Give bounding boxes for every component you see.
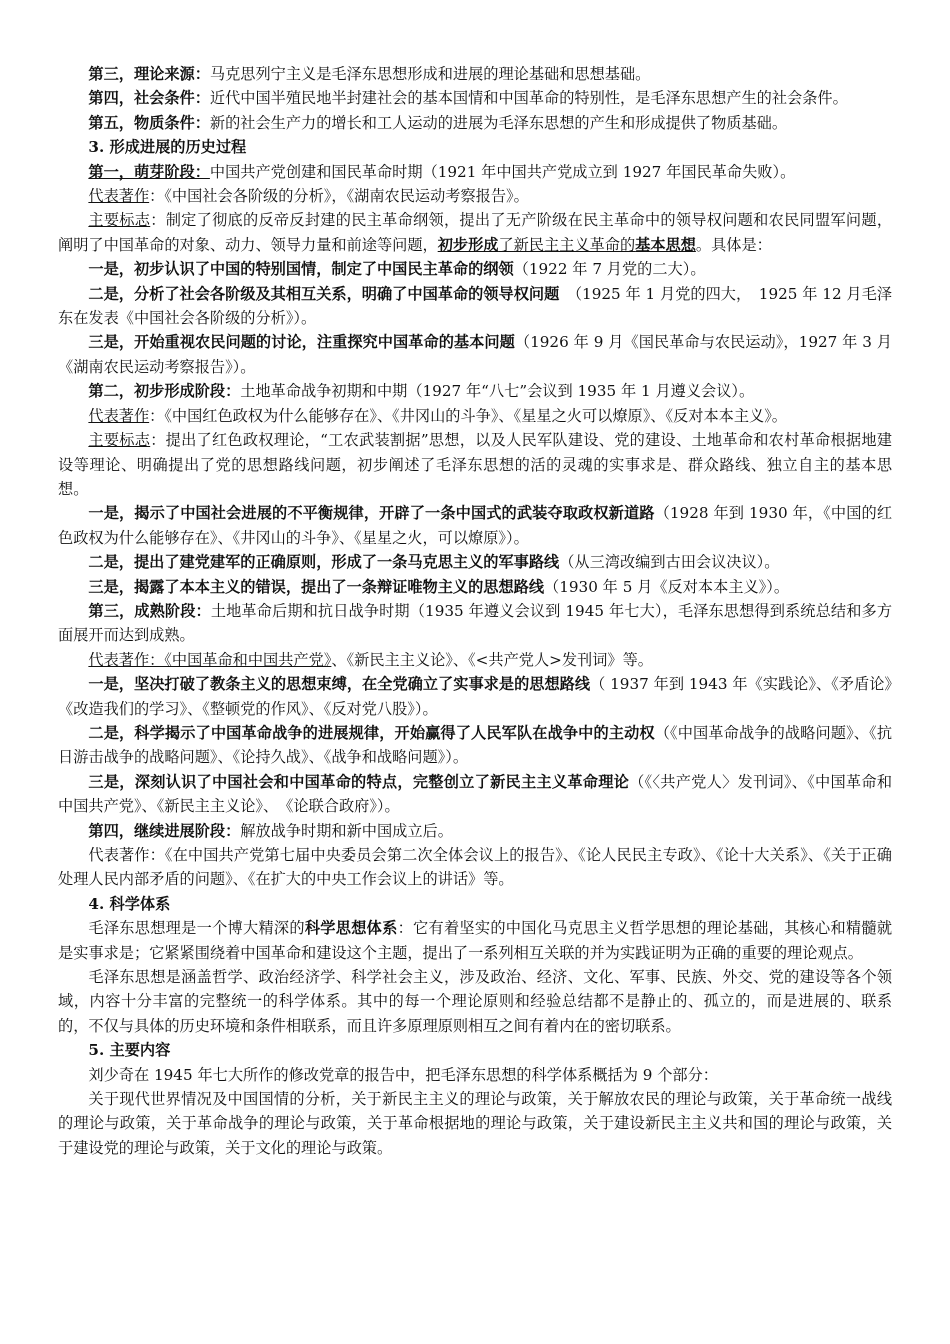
text-run: 刘少奇在 1945 年七大所作的修改党章的报告中，把毛泽东思想的科学体系概括为 9 个部分： <box>88 1065 718 1084</box>
text-run: ：它有着坚实的中国化马克思主义哲学思想的理论基础，其核心和精髓就是实事求是；它紧紧围绕着中国革命和建设这个主题，提出了一系列相互关联的并为实践证明为正确的重要的理论观点。 <box>58 919 893 962</box>
text-run: 5. 主要内容 <box>88 1041 171 1060</box>
paragraph-8 <box>58 257 892 281</box>
text-run: 4. 科学体系 <box>88 894 171 913</box>
text-run: 三是，开始重视农民问题的讨论，注重探究中国革命的基本问题 <box>88 333 515 352</box>
paragraph-25 <box>58 916 892 965</box>
text-run: （1930 年 5 月《反对本本主义》）。 <box>544 577 790 596</box>
text-run: （1926 年 9 月《国民革命与农民运动》，1927 年 3 月《湖南农民运动考察报告》）。 <box>58 333 892 376</box>
text-run: 第三，理论来源： <box>88 65 210 83</box>
text-run: 。具体是： <box>695 235 772 254</box>
text-run: （ 1937 年到 1943 年《实践论》、《矛盾论》 《改造我们的学习》、《整顿党的作风》、《反对党八股》）。 <box>58 675 908 718</box>
text-run: 代表著作：《在中国共产党第七届中央委员会第二次全体会议上的报告》、《论人民民主专政》、《论十大关系》、《关于正确处理人民内部矛盾的问题》、《在扩大的中央工作会议上的讲话》等。 <box>58 846 892 889</box>
paragraph-22 <box>58 819 892 843</box>
text-run: 土地革命后期和抗日战争时期（1935 年遵义会议到 1945 年七大），毛泽东思想得到系统总结和多方面展开而达到成熟。 <box>58 601 893 645</box>
text-run: 新的社会生产力的增长和工人运动的进展为毛泽东思想的产生和形成提供了物质基础。 <box>209 113 788 132</box>
paragraph-24 <box>58 892 892 916</box>
text-run: 一是，初步认识了中国的特别国情，制定了中国民主革命的纲领 <box>88 260 514 279</box>
paragraph-13 <box>58 428 892 501</box>
text-run: 土地革命战争初期和中期（1927 年“八七”会议到 1935 年 1 月遵义会议）。 <box>240 382 755 401</box>
text-run: 中国共产党创建和国民革命时期（1921 年中国共产党成立到 1927 年国民革命失败）。 <box>209 162 796 181</box>
text-run: 毛泽东思想是涵盖哲学、政治经济学、科学社会主义，涉及政治、经济、文化、军事、民族、外交、党的建设等各个领域，内容十分丰富的完整统一的科学体系。其中的每一个理论原则和经验总结都不是静止的、孤立的，而是进展的、联系的，不仅与具体的历史环境和条件相联系，而且许多原理原则相互之间有着内在的密切联系。 <box>58 968 892 1035</box>
text-run: 3. 形成进展的历史过程 <box>88 138 247 157</box>
paragraph-21 <box>58 770 892 819</box>
text-run: 三是，揭露了本本主义的错误，提出了一条辩证唯物主义的思想路线 <box>88 577 545 596</box>
text-run: 基本思想 <box>635 235 696 254</box>
text-run: 毛泽东思想理是一个博大精深的 <box>88 919 305 938</box>
paragraph-17 <box>58 599 892 648</box>
paragraph-4 <box>58 135 892 159</box>
paragraph-5 <box>58 160 892 184</box>
text-run: ：制定了彻底的反帝反封建的民主革命纲领，提出了无产阶级在民主革命中的领导权问题和农民同盟军问题，阐明了中国革命的对象、动力、领导力量和前途等问题， <box>58 211 893 254</box>
paragraph-28 <box>58 1063 892 1087</box>
paragraph-27 <box>58 1038 892 1062</box>
paragraph-23 <box>58 843 892 892</box>
text-run: 代表著作 <box>88 406 150 425</box>
text-run: 了新民主主义革命的 <box>498 235 636 254</box>
text-run: 近代中国半殖民地半封建社会的基本国情和中国革命的特别性，是毛泽东思想产生的社会条件。 <box>209 89 848 108</box>
text-run: 第四，继续进展阶段： <box>88 821 241 840</box>
text-run: （从三湾改编到古田会议决议）。 <box>559 553 780 572</box>
text-run: 第二，初步形成阶段： <box>88 382 241 401</box>
text-run: 初步形成 <box>437 235 499 254</box>
text-run: （《〈共产党人〉发刊词》、《中国革命和中国共产党》、《新民主主义论》、 《论联合政府》）。 <box>58 772 893 816</box>
paragraph-3 <box>58 111 892 135</box>
paragraph-9 <box>58 282 892 331</box>
text-run: ：《中国红色政权为什么能够存在》、《井冈山的斗争》、《星星之火可以燎原》、《反对本本主义》。 <box>149 406 787 425</box>
text-run: 第五，物质条件： <box>88 113 210 132</box>
text-run: 二是，科学揭示了中国革命战争的进展规律，开始赢得了人民军队在战争中的主动权 <box>88 723 655 742</box>
text-run: 第一，萌芽阶段： <box>88 162 210 181</box>
paragraph-2 <box>58 86 892 110</box>
text-run: 二是，提出了建党建军的正确原则，形成了一条马克思主义的军事路线 <box>88 553 560 572</box>
text-run: 代表著作：《中国革命和中国共产党》 <box>88 650 332 669</box>
text-run: 代表著作 <box>88 187 150 206</box>
text-run: （《中国革命战争的战略问题》、《抗日游击战争的战略问题》、《论持久战》、《战争和战略问题》）。 <box>58 723 893 767</box>
paragraph-26 <box>58 965 892 1038</box>
paragraph-18 <box>58 648 892 672</box>
text-run: 第四，社会条件： <box>88 89 210 108</box>
text-run: 第三，成熟阶段： <box>88 601 211 620</box>
text-run: 解放战争时期和新中国成立后。 <box>240 821 453 840</box>
paragraph-15 <box>58 550 892 574</box>
paragraph-19 <box>58 672 908 721</box>
text-run: 主要标志 <box>88 211 151 230</box>
paragraph-11 <box>58 379 892 403</box>
paragraph-6 <box>58 184 892 208</box>
paragraph-12 <box>58 404 892 428</box>
text-run: （1925 年 1 月党的四大， 1925 年 12 月毛泽东在发表《中国社会各阶级的分析》）。 <box>58 284 893 328</box>
paragraph-14 <box>58 501 892 550</box>
text-run: 马克思列宁主义是毛泽东思想形成和进展的理论基础和思想基础。 <box>209 65 651 83</box>
text-run: 主要标志 <box>88 431 151 450</box>
text-run: （1922 年 7 月党的二大）。 <box>513 260 706 279</box>
paragraph-10 <box>58 330 892 379</box>
paragraph-29 <box>58 1087 892 1160</box>
text-run: 一是，坚决打破了教条主义的思想束缚，在全党确立了实事求是的思想路线 <box>88 675 591 694</box>
paragraph-1 <box>58 62 892 86</box>
text-run: 二是，分析了社会各阶级及其相互关系，明确了中国革命的领导权问题 <box>88 284 560 303</box>
text-run: （1928 年到 1930 年，《中国的红色政权为什么能够存在》、《井冈山的斗争》、《星星之火，可以燎原》）。 <box>58 504 893 547</box>
text-run: ：《中国社会各阶级的分析》，《湖南农民运动考察报告》。 <box>149 187 529 206</box>
text-run: 科学思想体系 <box>304 919 398 938</box>
text-run: 、《新民主主义论》、《<共产党人>发刊词》等。 <box>331 650 653 669</box>
paragraph-16 <box>58 575 892 599</box>
text-run: 三是，深刻认识了中国社会和中国革命的特点，完整创立了新民主主义革命理论 <box>88 772 630 791</box>
text-run: 关于现代世界情况及中国国情的分析，关于新民主主义的理论与政策，关于解放农民的理论与政策，关于革命统一战线的理论与政策，关于革命战争的理论与政策，关于革命根据地的理论与政策，关于建设新民主主义共和国的理论与政策，关于建设党的理论与政策，关于文化的理论与政策。 <box>58 1090 892 1157</box>
paragraph-20 <box>58 721 892 770</box>
paragraph-7 <box>58 208 892 257</box>
text-run: ：提出了红色政权理论，“工农武装割据”思想，以及人民军队建设、党的建设、土地革命和农村革命根据地建设等理论、明确提出了党的思想路线问题，初步阐述了毛泽东思想的活的灵魂的实事求是、群众路线、独立自主的基本思想。 <box>58 431 893 498</box>
text-run: 一是，揭示了中国社会进展的不平衡规律，开辟了一条中国式的武装夺取政权新道路 <box>88 504 655 523</box>
